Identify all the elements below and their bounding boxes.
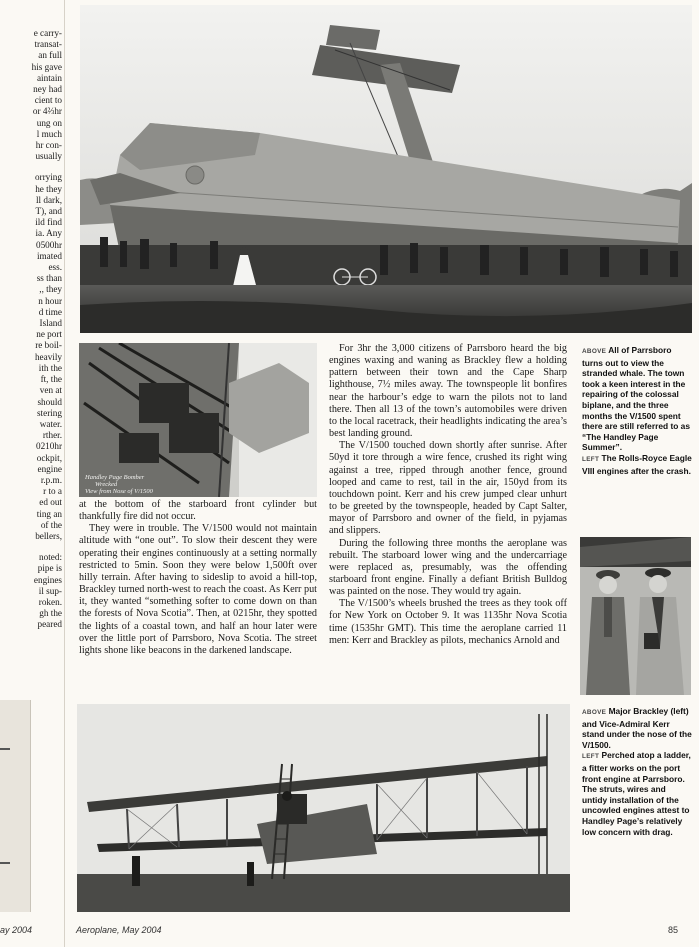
fragment-line: engine [37,463,62,474]
caption-bottom [582,706,692,837]
fragment-line: pipe is [37,563,62,574]
fragment-line: ockpit, [36,452,62,463]
fragment-line: ith the [38,362,62,373]
footer-prev-page-fragment: ay 2004 [0,925,33,935]
fragment-line: ven at [39,385,62,396]
fragment-line: usually [35,151,62,162]
fragment-line: 0500hr [35,239,62,250]
paragraph: For 3hr the 3,000 citizens of Parrsboro heard the big engines waxing and waning as Brackley flew a holding pattern between their town and the Cape Sharp lighthouse, 7½ miles away. The townspeople lit bonfires near the harbour’s edge to warn the pilots not to land there. Then all 13 of the town’s automobiles were driven to the local racetrack, their headlights indicating the area’s best landing ground. [329,343,567,440]
fragment-line: orrying [34,172,62,183]
paragraph: During the following three months the aeroplane was rebuilt. The starboard lower wing and the undercarriage were replaced as, presumably, was the offending starboard front engine. Finally a defiant British Bulldog was painted on the nose. They would try again. [329,537,567,598]
fragment-line: Island [39,318,62,329]
footer-magazine-name: Aeroplane, May 2004 [76,925,162,935]
fragment-line: engines [33,574,62,585]
fragment-line: rther. [42,430,62,441]
fragment-line: ss than [36,273,62,284]
inset-text-line-3: View from Nose of V/1500 [85,488,153,495]
article-column-1 [79,499,317,657]
caption-label: ABOVE [582,709,607,716]
caption-label: LEFT [582,753,600,761]
caption-text: Major Brackley (left) and Vice-Admiral Kerr stand under the nose of the V/1500. [582,706,692,750]
fragment-line: bellers, [35,530,62,541]
caption-top [582,345,692,476]
fragment-line: re boil- [35,340,62,351]
fragment-line: l much [36,128,62,139]
fragment-line: ung on [36,117,62,128]
paragraph: They were in trouble. The V/1500 would not maintain altitude with “one out”. To slow their descent they were operating their engines continuously at a setting normally restricted to 5min. Soon they were below 1,500ft over hilly terrain. After having to sideslip to avoid a hill-top, Brackley turned north-west to reach the coast. As Kerr put it, they wanted “something softer to come down on than the forests of Nova Scotia”. Then, at 0215hr, they spotted the lights of a coastal town, and half an hour later were over the little port of Parrsboro, Nova Scotia. The street lights shone like beacons in the darkened landscape. [79,523,317,656]
fragment-line: stering [36,407,62,418]
photo-crashed-biplane-crowd [80,5,692,333]
previous-column-fragment [0,28,62,698]
fragment-block-1 [0,28,62,162]
paragraph: The V/1500’s wheels brushed the trees as they took off for New York on October 9. It was 1135hr Nova Scotia time (1535hr GMT). This time the aeroplane carried 11 men: Kerr and Brackley as pilots, mechanics Arnold and [329,598,567,646]
fragment-line: ll dark, [35,194,62,205]
fragment-line: T), and [35,206,62,217]
caption-label: LEFT [582,455,600,463]
fragment-line: il sup- [38,585,62,596]
photo-eagle-engines-wreck [79,343,317,497]
fragment-line: ney had [33,84,62,95]
fragment-line: ne port [36,329,62,340]
fragment-line: water. [39,418,62,429]
fragment-line: or 4⅔hr [32,106,62,117]
fragment-line: r to a [43,486,62,497]
fragment-line: d time [38,306,62,317]
fragment-block-3 [0,552,62,630]
inset-text-line-1: Handley Page Bomber [85,474,145,481]
photo-biplane-ladder-fitter [77,704,570,912]
fragment-line: he they [35,183,62,194]
fragment-line: transat- [34,39,62,50]
fragment-line: ft, the [40,374,62,385]
fragment-line: heavily [34,351,62,362]
fragment-line: ed out [39,497,62,508]
fragment-line: hr con- [35,140,62,151]
paragraph: The V/1500 touched down shortly after sunrise. After 50yd it tore through a wire fence, crushed its right wing against a tree, ripped through another fence, ground looped and came to rest, tail in the air, 150yd from its touchdown point. Kerr and his crew jumped clear unhurt to be greeted by the townspeople, headed by Capt Salter, mayor of Parrsboro and owner of the field, in pyjamas and slippers. [329,440,567,537]
caption-text: The Rolls-Royce Eagle VIII engines after the crash. [582,452,692,476]
caption-text: Perched atop a ladder, a fitter works on the port front engine at Parrsboro. The struts, wires and untidy installation of the uncowled engines attest to Handley Page’s relatively low concern with drag. [582,750,691,837]
fragment-line: r.p.m. [40,474,62,485]
fragment-line: his gave [31,61,62,72]
fragment-line: gh the [39,608,62,619]
article-column-2 [329,343,567,647]
fragment-line: e carry- [33,28,62,38]
fragment-line: cient to [34,95,62,106]
fragment-block-2 [0,172,62,542]
fragment-line: ting an [36,508,62,519]
fragment-line: roken. [38,596,62,607]
caption-text: All of Parrsboro turns out to view the stranded whale. The town took a keen interest in the repairing of the colossal biplane, and the three months the V/1500 spent there are still referred to as “The Handley Page Summer”. [582,345,690,453]
fragment-line: of the [40,519,62,530]
fragment-line: ild find [35,217,62,228]
fragment-line: ia. Any [35,228,62,239]
fragment-line: an full [38,50,62,61]
inset-text-line-2: Wrecked [95,481,118,488]
page-gutter [64,0,65,947]
fragment-line: imated [36,250,62,261]
photo-brackley-and-kerr [580,537,691,695]
fragment-line: noted: [39,552,62,563]
fragment-line: should [37,396,62,407]
fragment-line: n hour [38,295,62,306]
caption-label: ABOVE [582,348,607,355]
fragment-line: 0210hr [35,441,62,452]
fragment-line: ,, they [39,284,62,295]
fragment-line: ess. [48,262,62,273]
fragment-line: aintain [36,72,62,83]
page-number: 85 [668,925,679,935]
paragraph: at the bottom of the starboard front cylinder but thankfully fire did not occur. [79,499,317,523]
fragment-line: peared [37,619,62,630]
previous-page-photo-edge [0,700,31,912]
